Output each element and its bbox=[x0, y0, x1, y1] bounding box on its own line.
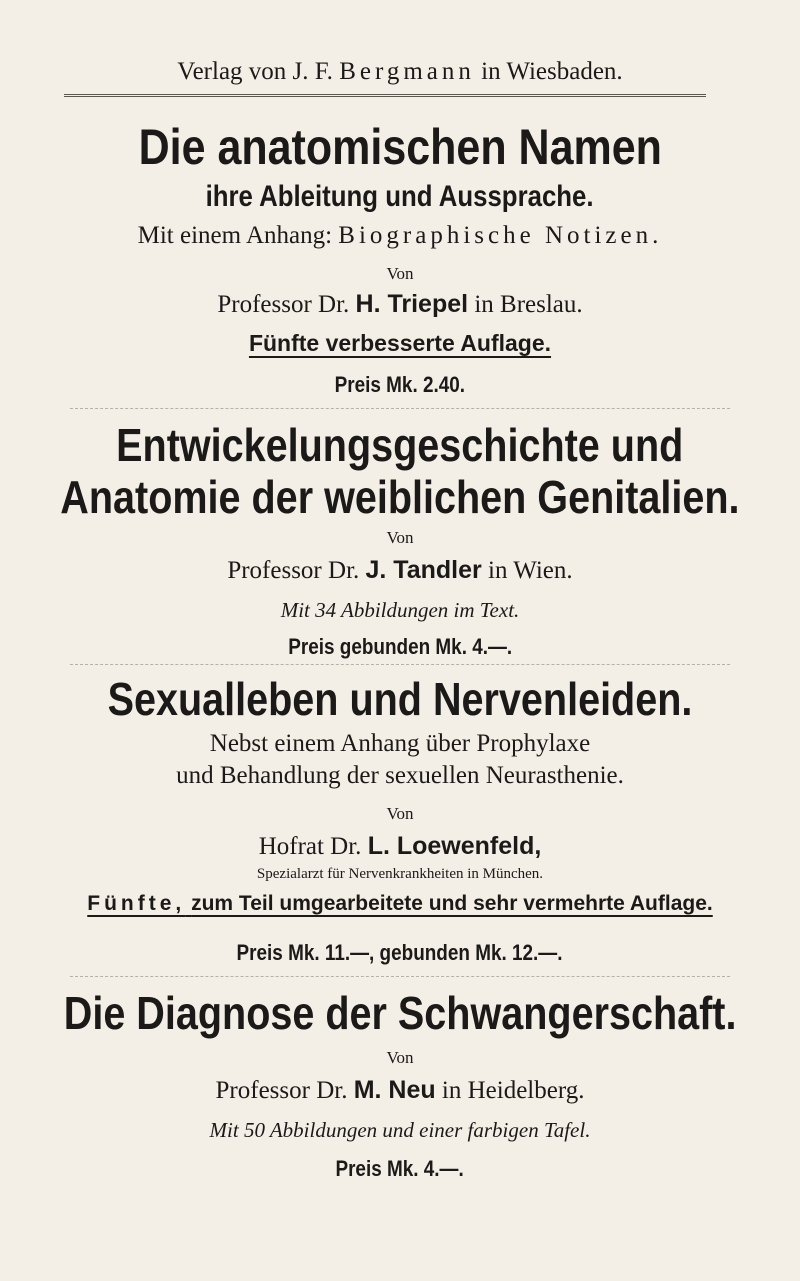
book3-author bbox=[0, 832, 800, 861]
book1-edition: Fünfte verbesserte Auflage. bbox=[248, 330, 552, 356]
book1-author-suffix: in Breslau. bbox=[474, 291, 583, 318]
book2-von: Von bbox=[386, 528, 414, 547]
book1-von: Von bbox=[386, 264, 414, 283]
book1-author bbox=[0, 290, 800, 319]
book3-author-name: L. Loewenfeld, bbox=[367, 832, 542, 860]
book3-von: Von bbox=[386, 804, 414, 823]
publisher-header bbox=[0, 58, 800, 86]
book3-subtitle-line1: Nebst einem Anhang über Prophylaxe bbox=[209, 730, 591, 757]
book2-author-name: J. Tandler bbox=[365, 556, 482, 584]
book2-illustrations: Mit 34 Abbildungen im Text. bbox=[280, 598, 520, 622]
publisher-prefix: Verlag von J. F. bbox=[177, 58, 333, 85]
book4-illustrations: Mit 50 Abbildungen und einer farbigen Tafel. bbox=[209, 1118, 591, 1142]
book4-author bbox=[0, 1076, 800, 1105]
book2-price: Preis gebunden Mk. 4.—. bbox=[288, 634, 512, 659]
book2-author-suffix: in Wien. bbox=[488, 557, 573, 584]
book4-price: Preis Mk. 4.—. bbox=[335, 1156, 465, 1181]
book2-title-line2: Anatomie der weiblichen Genitalien. bbox=[60, 471, 740, 523]
book1-appendix-title: Biographische Notizen. bbox=[338, 222, 663, 249]
separator-2 bbox=[70, 664, 730, 665]
header-rule bbox=[64, 94, 706, 97]
book1-author-name: H. Triepel bbox=[355, 290, 469, 318]
book1-price: Preis Mk. 2.40. bbox=[334, 372, 466, 397]
book2-author bbox=[0, 556, 800, 585]
book1-title: Die anatomischen Namen bbox=[138, 119, 662, 175]
book1-subtitle: ihre Ableitung und Aussprache. bbox=[205, 180, 594, 213]
book4-von: Von bbox=[386, 1048, 414, 1067]
book3-edition bbox=[0, 892, 800, 916]
book4-author-prefix: Professor Dr. bbox=[215, 1077, 348, 1104]
book3-edition-first: Fünfte, bbox=[87, 892, 186, 915]
book4-title: Die Diagnose der Schwangerschaft. bbox=[63, 987, 737, 1039]
book2-author-prefix: Professor Dr. bbox=[227, 557, 360, 584]
book3-title: Sexualleben und Nervenleiden. bbox=[107, 673, 693, 725]
book3-subtitle-line2: und Behandlung der sexuellen Neurasthenie. bbox=[176, 762, 624, 789]
book3-edition-rest: zum Teil umgearbeitete und sehr vermehrte Auflage. bbox=[191, 892, 713, 915]
publisher-suffix: in Wiesbaden. bbox=[481, 58, 623, 85]
book1-author-prefix: Professor Dr. bbox=[217, 291, 350, 318]
book1-appendix-prefix: Mit einem Anhang: bbox=[137, 222, 333, 249]
book4-author-suffix: in Heidelberg. bbox=[441, 1077, 585, 1104]
book4-author-name: M. Neu bbox=[353, 1076, 436, 1104]
book3-author-note: Spezialarzt für Nervenkrankheiten in München. bbox=[256, 866, 544, 882]
separator-3 bbox=[70, 976, 730, 977]
book3-price: Preis Mk. 11.—, gebunden Mk. 12.—. bbox=[237, 940, 563, 965]
book3-author-prefix: Hofrat Dr. bbox=[258, 833, 362, 860]
separator-1 bbox=[70, 408, 730, 409]
publisher-name: Bergmann bbox=[339, 58, 475, 85]
book2-title-line1: Entwickelungsgeschichte und bbox=[116, 419, 684, 471]
book1-appendix bbox=[0, 222, 800, 250]
